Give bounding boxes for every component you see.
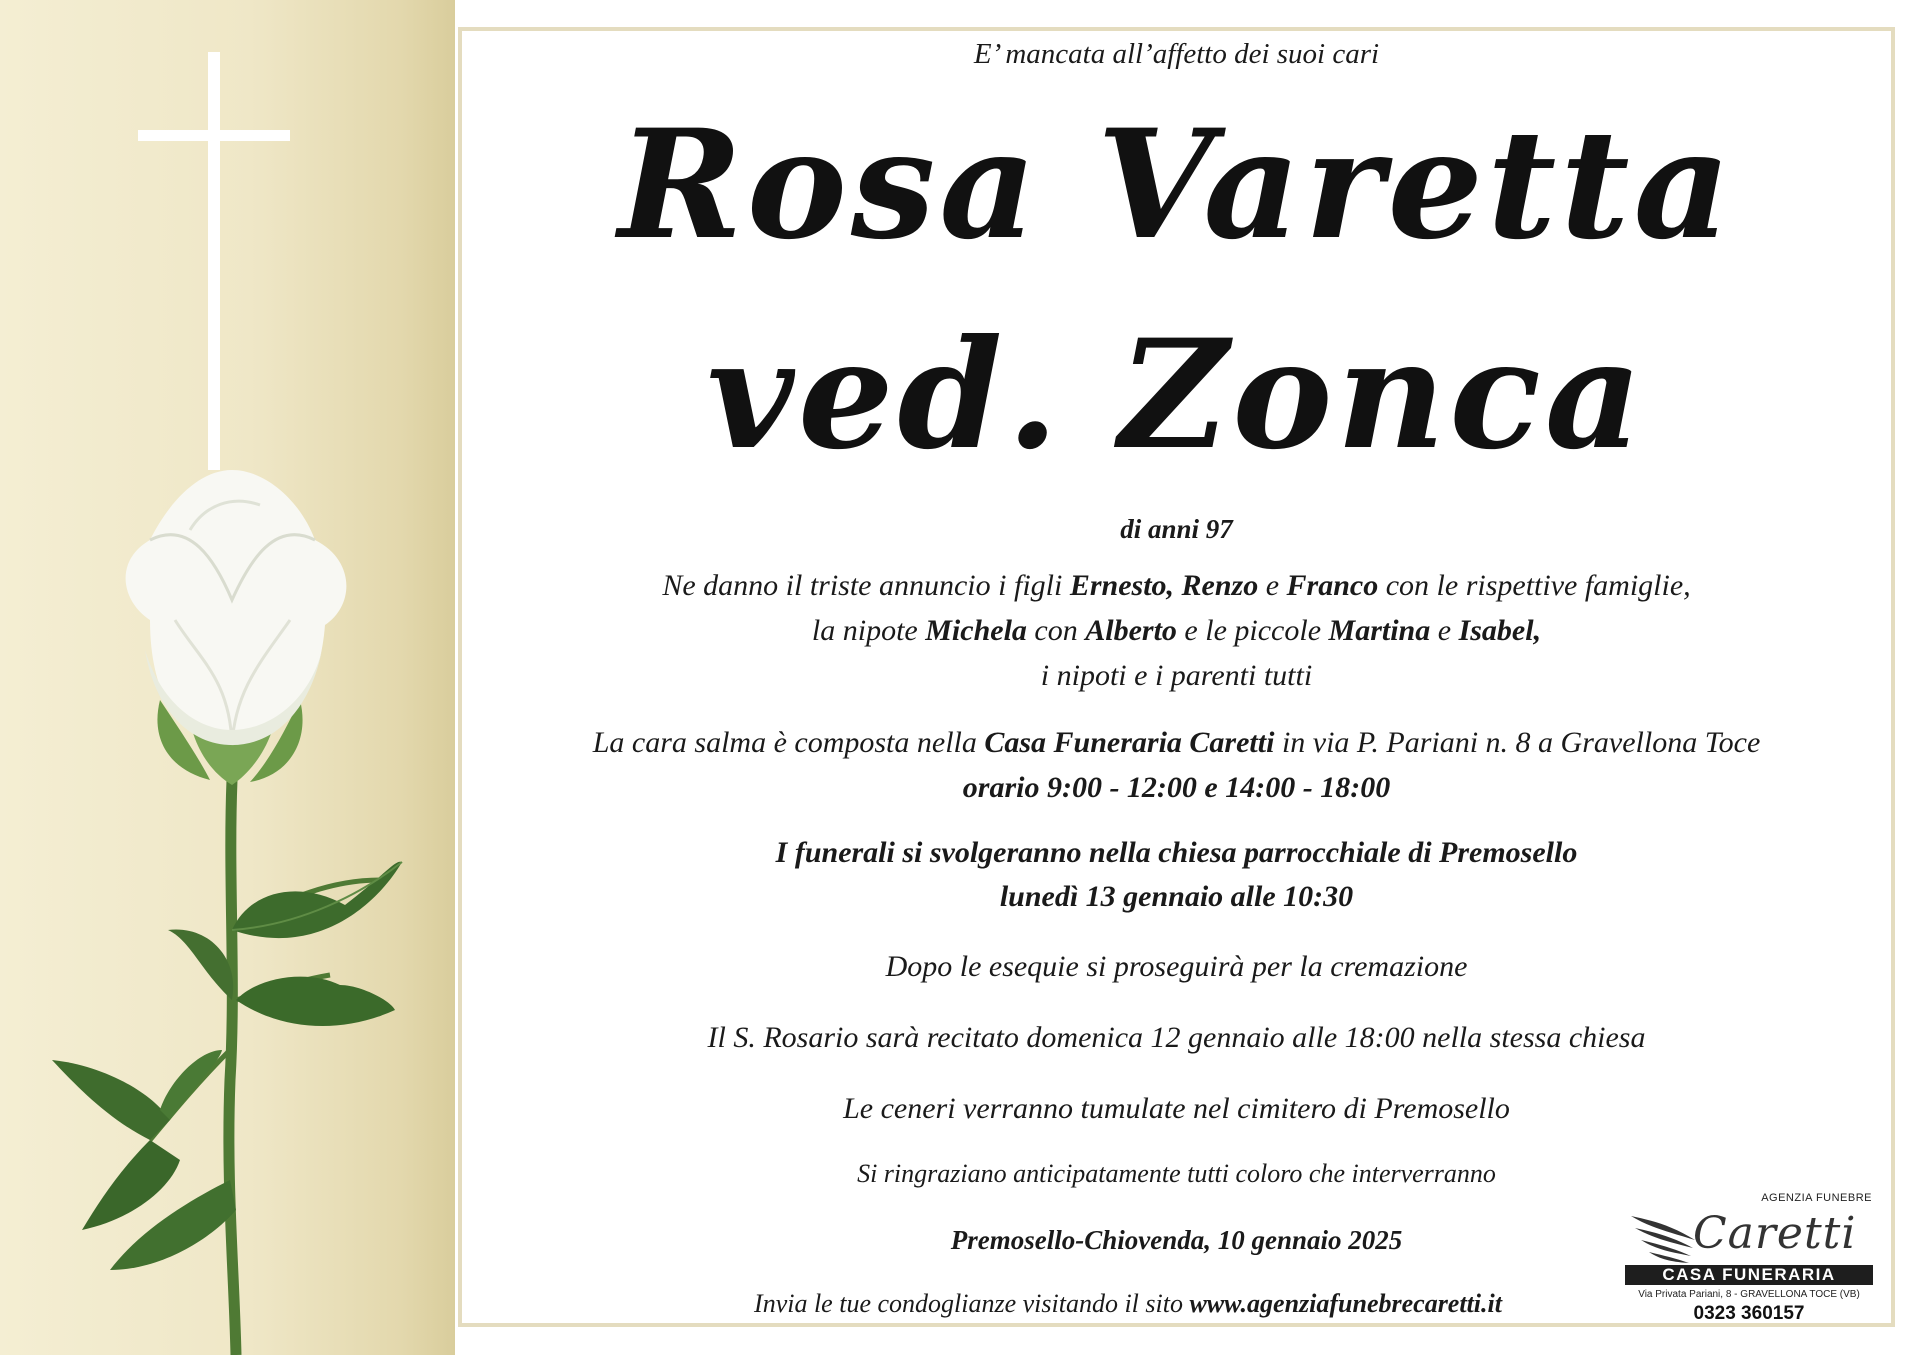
- condolences-line: Invia le tue condoglianze visitando il sito www.agenziafunebrecaretti.it: [754, 1289, 1502, 1318]
- condolences-url-link[interactable]: www.agenziafunebrecaretti.it: [1189, 1289, 1502, 1318]
- decorative-sidebar: [0, 0, 455, 1355]
- logo-agenzia-label: AGENZIA FUNEBRE: [1761, 1192, 1872, 1204]
- place-date: Premosello-Chiovenda, 10 gennaio 2025: [950, 1225, 1403, 1255]
- cross-icon: [138, 52, 290, 470]
- wing-icon: [1629, 1210, 1699, 1270]
- logo-phone: 0323 360157: [1693, 1303, 1805, 1324]
- age-text: di anni 97: [1120, 514, 1233, 544]
- funerali-line2: lunedì 13 gennaio alle 10:30: [999, 880, 1354, 913]
- logo-address: Via Privata Pariani, 8 - GRAVELLONA TOCE (VB): [1638, 1289, 1860, 1300]
- announce-line3: i nipoti e i parenti tutti: [1040, 659, 1313, 692]
- ringraziamenti-line: Si ringraziano anticipatamente tutti coloro che interverranno: [857, 1159, 1496, 1188]
- salma-line: La cara salma è composta nella Casa Funeraria Caretti in via P. Pariani n. 8 a Gravellona Toce: [592, 726, 1761, 759]
- cremazione-line: Dopo le esequie si proseguirà per la cremazione: [885, 950, 1468, 983]
- deceased-name-line2: ved. Zonca: [706, 307, 1647, 483]
- white-rose-illustration: [126, 470, 347, 745]
- logo-brand: Caretti: [1693, 1208, 1857, 1259]
- ceneri-line: Le ceneri verranno tumulate nel cimitero di Premosello: [843, 1092, 1510, 1125]
- intro-text: E’ mancata all’affetto dei suoi cari: [973, 38, 1380, 70]
- funerali-line1: I funerali si svolgeranno nella chiesa parrocchiale di Premosello: [775, 836, 1578, 869]
- deceased-name-line1: Rosa Varetta: [618, 97, 1735, 273]
- orario-line: orario 9:00 - 12:00 e 14:00 - 18:00: [962, 771, 1391, 804]
- announce-line1: Ne danno il triste annuncio i figli Ernesto, Renzo e Franco con le rispettive famiglie,: [662, 569, 1691, 602]
- logo-band: CASA FUNERARIA: [1625, 1265, 1873, 1285]
- rosario-line: Il S. Rosario sarà recitato domenica 12 gennaio alle 18:00 nella stessa chiesa: [707, 1021, 1646, 1054]
- caretti-logo: [1625, 1192, 1880, 1327]
- announce-line2: la nipote Michela con Alberto e le piccole Martina e Isabel,: [811, 614, 1542, 647]
- rose-illustration: [0, 0, 455, 1355]
